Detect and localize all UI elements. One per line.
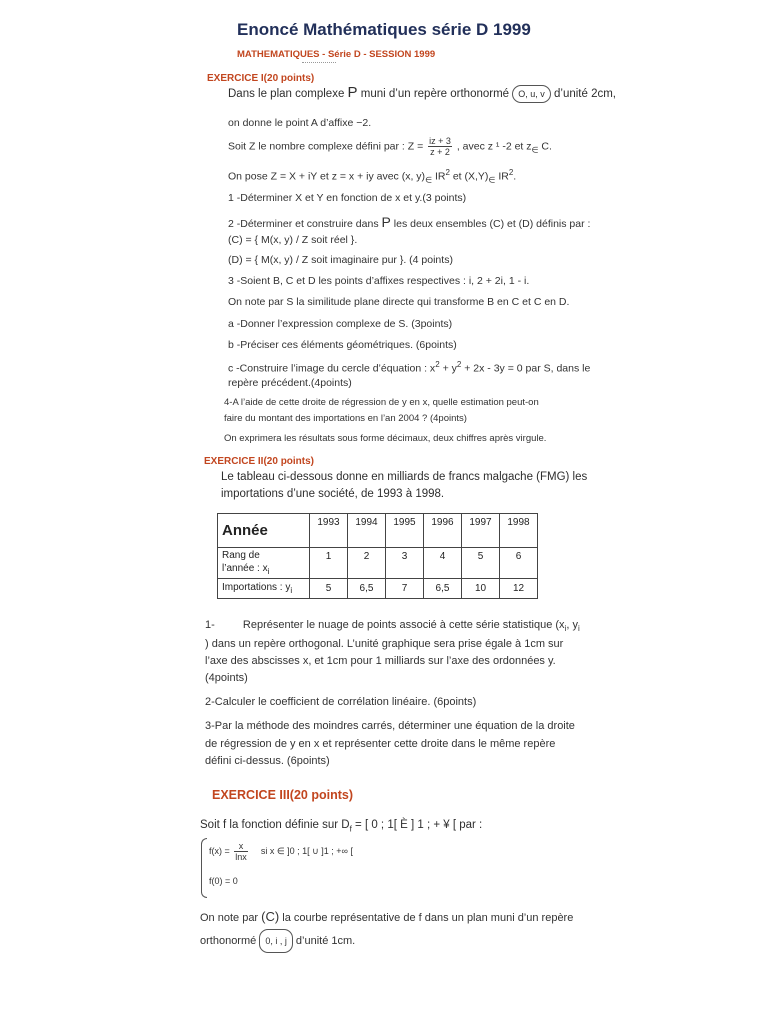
f1-left: f(x) =	[209, 845, 230, 856]
q1-number: 1-	[205, 619, 215, 631]
year-cell: 1995	[386, 514, 424, 548]
ex1-question-4a: 4-A l’aide de cette droite de régression de y en x, quelle estimation peut-on	[224, 397, 539, 408]
imports-cell: 7	[386, 579, 424, 599]
ex1-question-2	[228, 214, 590, 230]
q2-b: les deux ensembles (C) et (D) définis par :	[393, 218, 591, 230]
q3e-c: + 2x - 3y = 0 par S, dans le	[464, 362, 591, 375]
pose-end: .	[513, 170, 517, 183]
exercise-1-heading: EXERCICE I(20 points)	[207, 73, 315, 84]
rank-label-a: Rang de	[222, 549, 260, 561]
curve-letter: (C)	[261, 909, 280, 924]
table-row	[218, 514, 538, 548]
imports-cell: 6,5	[424, 579, 462, 599]
rank-label-sub: i	[267, 566, 270, 576]
ex2-intro-1: Le tableau ci-dessous donne en milliards de francs malgache (FMG) les	[221, 471, 588, 483]
ex2-question-1-line-1	[205, 619, 580, 633]
ex1-question-3b: b -Préciser ces éléments géométriques. (6points)	[228, 339, 457, 351]
z-fraction-numerator: iz + 3	[429, 136, 451, 146]
z-def-b: , avec z ¹ -2 et z	[456, 140, 532, 153]
q3e-a: c -Construire l’image du cercle d’équation : x	[228, 362, 436, 375]
ex1-decimal-note: On exprimera les résultats sous forme décimaux, deux chiffres après virgule.	[224, 433, 547, 444]
rank-cell: 1	[310, 548, 348, 579]
pose-a: On pose Z = X + iY et z = x + iy avec (x, y)	[228, 170, 426, 183]
session-subtitle: MATHEMATIQUES - Série D - SESSION 1999	[237, 49, 436, 60]
ex1-question-3-note: On note par S la similitude plane directe qui transforme B en C et C en D.	[228, 296, 570, 308]
ex1-question-3: 3 -Soient B, C et D les points d’affixes respectives : i, 2 + 2i, 1 - i.	[228, 275, 530, 287]
table-header-cell: Année	[218, 514, 310, 548]
f1-fraction	[234, 841, 248, 862]
set-c-definition: (C) = { M(x, y) / Z soit réel }.	[228, 234, 358, 246]
ex2-question-3-line-1: 3-Par la méthode des moindres carrés, déterminer une équation de la droite	[205, 720, 575, 732]
z-def-c: C.	[541, 140, 552, 153]
q1-sub1: i	[564, 624, 567, 634]
f1-denominator: lnx	[235, 852, 247, 862]
page-title: Enoncé Mathématiques série D 1999	[237, 20, 531, 39]
imports-label: Importations : y	[222, 582, 291, 593]
ex2-question-1-line-3: l’axe des abscisses x, et 1cm pour 1 milliards sur l’axe des ordonnées y.	[205, 655, 556, 667]
year-cell: 1993	[310, 514, 348, 548]
point-a-line: on donne le point A d’affixe −2.	[228, 117, 372, 129]
z-def-a: Soit Z le nombre complexe défini par : Z =	[228, 140, 424, 153]
piecewise-line-1	[209, 841, 353, 862]
frame-o-i-j: 0, i , j	[259, 929, 293, 953]
plane-letter: P	[347, 84, 358, 101]
ex3-curve-line	[200, 909, 573, 924]
ex2-intro-2: importations d’une société, de 1993 à 1998.	[221, 488, 445, 500]
ex1-question-1: 1 -Déterminer X et Y en fonction de x et y.(3 points)	[228, 192, 467, 204]
z-fraction	[428, 136, 452, 157]
def-b: = [ 0 ; 1[ È ] 1 ; + ¥ [ par :	[355, 819, 483, 831]
pose-exp2: 2	[508, 168, 514, 177]
ex1-intro-line	[228, 84, 616, 103]
year-cell: 1996	[424, 514, 462, 548]
ex2-question-1-line-4: (4points)	[205, 672, 248, 684]
ex1-question-4b: faire du montant des importations en l’an 2004 ? (4points)	[224, 413, 467, 424]
year-cell: 1994	[348, 514, 386, 548]
ex3-definition-line	[200, 819, 482, 833]
imports-cell: 10	[462, 579, 500, 599]
q3e-exp2: 2	[456, 360, 462, 369]
rank-cell: 3	[386, 548, 424, 579]
imports-label-cell	[218, 579, 310, 599]
imports-label-sub: i	[290, 586, 293, 595]
ex1-question-3c-end: repère précédent.(4points)	[228, 377, 352, 389]
pose-line	[228, 168, 516, 185]
piecewise-brace	[201, 838, 207, 898]
ex1-intro-b: muni d’un repère orthonormé	[360, 88, 510, 100]
pose-ir: IR	[434, 170, 446, 183]
pose-in: ∈	[425, 175, 433, 185]
q2-plane-letter: P	[381, 214, 391, 230]
rank-cell: 4	[424, 548, 462, 579]
ex1-intro-a: Dans le plan complexe	[228, 88, 345, 100]
table-row	[218, 548, 538, 579]
z-def-in: ∈	[531, 145, 539, 155]
exercise-3-heading: EXERCICE III(20 points)	[212, 788, 353, 802]
imports-cell: 12	[500, 579, 538, 599]
rank-label-b: l’année : x	[222, 562, 268, 574]
rank-cell: 6	[500, 548, 538, 579]
curve-a: On note par	[200, 912, 259, 924]
q1-sub2: i	[577, 624, 580, 634]
ex1-question-3a: a -Donner l’expression complexe de S. (3points)	[228, 318, 453, 330]
ex2-question-1-line-2: ) dans un repère orthogonal. L’unité graphique sera prise égale à 1cm sur	[205, 638, 564, 650]
ex1-question-3c	[228, 360, 590, 375]
pose-b: et (X,Y)	[452, 170, 489, 183]
q3e-b: + y	[442, 362, 457, 375]
pose-in2: ∈	[488, 175, 496, 185]
pose-ir2: IR	[498, 170, 509, 183]
piecewise-line-2: f(0) = 0	[209, 876, 238, 886]
year-cell: 1998	[500, 514, 538, 548]
rank-cell: 2	[348, 548, 386, 579]
ex2-question-3-line-3: défini ci-dessus. (6points)	[205, 755, 330, 767]
ex1-intro-c: d’unité 2cm,	[554, 88, 617, 100]
subtitle-underline	[302, 62, 336, 63]
year-cell: 1997	[462, 514, 500, 548]
imports-table	[217, 513, 538, 599]
q1-comma: , y	[566, 619, 578, 631]
frame-b: d’unité 1cm.	[295, 934, 356, 947]
f1-numerator: x	[234, 841, 248, 852]
z-definition-line	[228, 136, 552, 157]
ex3-frame-line	[200, 929, 355, 953]
frame-a: orthonormé	[200, 934, 257, 947]
exercise-2-heading: EXERCICE II(20 points)	[204, 456, 315, 467]
table-row	[218, 579, 538, 599]
def-sub: f	[349, 824, 352, 834]
set-d-definition: (D) = { M(x, y) / Z soit imaginaire pur }. (4 points)	[228, 254, 453, 266]
f1-right: si x ∈ ]0 ; 1[ ∪ ]1 ; +∞ [	[260, 845, 353, 856]
rank-cell: 5	[462, 548, 500, 579]
rank-label-cell	[218, 548, 310, 579]
q2-a: 2 -Déterminer et construire dans	[228, 218, 379, 230]
q1-a: Représenter le nuage de points associé à cette série statistique (x	[242, 619, 565, 631]
z-fraction-denominator: z + 2	[430, 147, 450, 157]
curve-b: la courbe représentative de f dans un plan muni d’un repère	[282, 912, 574, 924]
def-a: Soit f la fonction définie sur D	[200, 819, 350, 831]
ex2-question-2: 2-Calculer le coefficient de corrélation linéaire. (6points)	[205, 696, 477, 708]
q3e-exp1: 2	[435, 360, 440, 369]
pose-exp: 2	[445, 168, 450, 177]
imports-cell: 5	[310, 579, 348, 599]
frame-o-u-v: O, u, v	[512, 85, 551, 103]
ex2-question-3-line-2: de régression de y en x et représenter cette droite dans le même repère	[205, 738, 556, 750]
imports-cell: 6,5	[348, 579, 386, 599]
